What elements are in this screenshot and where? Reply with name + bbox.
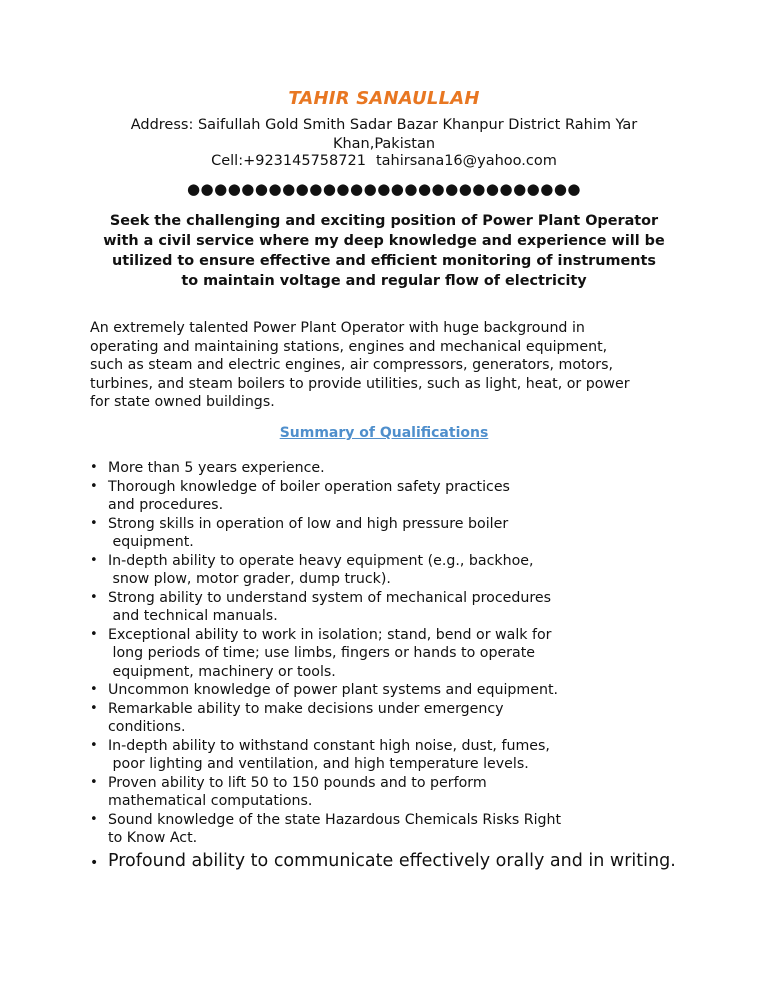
qualification-text-line: Exceptional ability to work in isolation; stand, bend or walk for — [108, 626, 552, 643]
objective-statement — [88, 211, 680, 291]
objective-line: to maintain voltage and regular flow of electricity — [181, 273, 587, 289]
bullet-icon: • — [90, 854, 99, 871]
qualification-item — [90, 850, 690, 872]
intro-line: such as steam and electric engines, air compressors, generators, motors, — [90, 357, 614, 373]
qualification-text-line: In-depth ability to withstand constant high noise, dust, fumes, — [108, 737, 550, 754]
qualification-item — [90, 478, 690, 515]
bullet-icon: • — [90, 626, 98, 642]
bullet-icon: • — [90, 589, 98, 605]
intro-line: operating and maintaining stations, engines and mechanical equipment, — [90, 338, 608, 355]
bullet-icon: • — [90, 774, 98, 790]
qualification-text-line: Remarkable ability to make decisions under emergency — [108, 700, 504, 717]
address-block — [100, 116, 668, 154]
qualifications-heading: Summary of Qualifications — [279, 425, 489, 441]
qualifications-list — [90, 459, 690, 872]
bullet-icon: • — [90, 515, 98, 531]
qualification-item — [90, 700, 690, 737]
intro-line: An extremely talented Power Plant Operator with huge background in — [90, 320, 585, 336]
qualification-item — [90, 811, 690, 848]
qualification-item — [90, 589, 690, 626]
qualification-text-line: Thorough knowledge of boiler operation safety practices — [108, 478, 510, 495]
qualification-text-line: mathematical computations. — [108, 793, 313, 809]
bullet-icon: • — [90, 811, 98, 827]
qualification-item — [90, 552, 690, 589]
qualification-item — [90, 737, 690, 774]
qualification-item — [90, 626, 690, 682]
qualification-text-line: More than 5 years experience. — [108, 460, 325, 476]
qualification-item — [90, 515, 690, 552]
objective-line: utilized to ensure effective and efficient monitoring of instruments — [112, 253, 656, 269]
qualification-text-line: Strong skills in operation of low and high pressure boiler — [108, 515, 509, 532]
contact-line — [0, 153, 768, 169]
objective-line: Seek the challenging and exciting position of Power Plant Operator — [109, 213, 659, 229]
bullet-icon: • — [90, 737, 98, 753]
qualification-text-line: Uncommon knowledge of power plant systems and equipment. — [108, 682, 559, 698]
qualification-text-line: Profound ability to communicate effectively orally and in writing. — [108, 850, 676, 871]
email-address: tahirsana16@yahoo.com — [375, 153, 557, 169]
address-line: Address: Saifullah Gold Smith Sadar Bazar Khanpur District Rahim Yar — [130, 117, 638, 133]
qualification-text-line: Strong ability to understand system of mechanical procedures — [108, 589, 552, 606]
qualification-item — [90, 681, 690, 700]
candidate-name: TAHIR SANAULLAH — [288, 88, 480, 109]
objective-line: with a civil service where my deep knowledge and experience will be — [103, 233, 665, 249]
cell-number: Cell:+923145758721 — [211, 153, 366, 169]
bullet-icon: • — [90, 682, 98, 697]
qualification-text-line: and technical manuals. — [108, 608, 278, 624]
qualification-text-line: snow plow, motor grader, dump truck). — [108, 571, 391, 587]
qualification-text-line: equipment, machinery or tools. — [108, 663, 336, 680]
qualification-text-line: conditions. — [108, 719, 186, 735]
qualification-text-line: Proven ability to lift 50 to 150 pounds and to perform — [108, 774, 487, 791]
address-line: Khan,Pakistan — [332, 136, 436, 152]
qualification-text-line: Sound knowledge of the state Hazardous Chemicals Risks Right — [108, 811, 562, 828]
qualification-item — [90, 774, 690, 811]
dot-divider: ●●●●●●●●●●●●●●●●●●●●●●●●●●●●● — [186, 180, 582, 198]
bullet-icon: • — [90, 552, 98, 568]
bullet-icon: • — [90, 478, 98, 494]
intro-line: for state owned buildings. — [90, 394, 275, 410]
qualification-item — [90, 459, 690, 478]
bullet-icon: • — [90, 460, 98, 475]
qualification-text-line: equipment. — [108, 534, 194, 550]
qualification-text-line: poor lighting and ventilation, and high temperature levels. — [108, 756, 529, 772]
intro-line: turbines, and steam boilers to provide utilities, such as light, heat, or power — [90, 375, 630, 392]
qualification-text-line: In-depth ability to operate heavy equipment (e.g., backhoe, — [108, 552, 534, 569]
intro-paragraph — [90, 319, 690, 412]
qualification-text-line: to Know Act. — [108, 830, 198, 846]
bullet-icon: • — [90, 700, 98, 716]
qualification-text-line: long periods of time; use limbs, fingers or hands to operate — [108, 645, 535, 661]
qualification-text-line: and procedures. — [108, 497, 224, 513]
